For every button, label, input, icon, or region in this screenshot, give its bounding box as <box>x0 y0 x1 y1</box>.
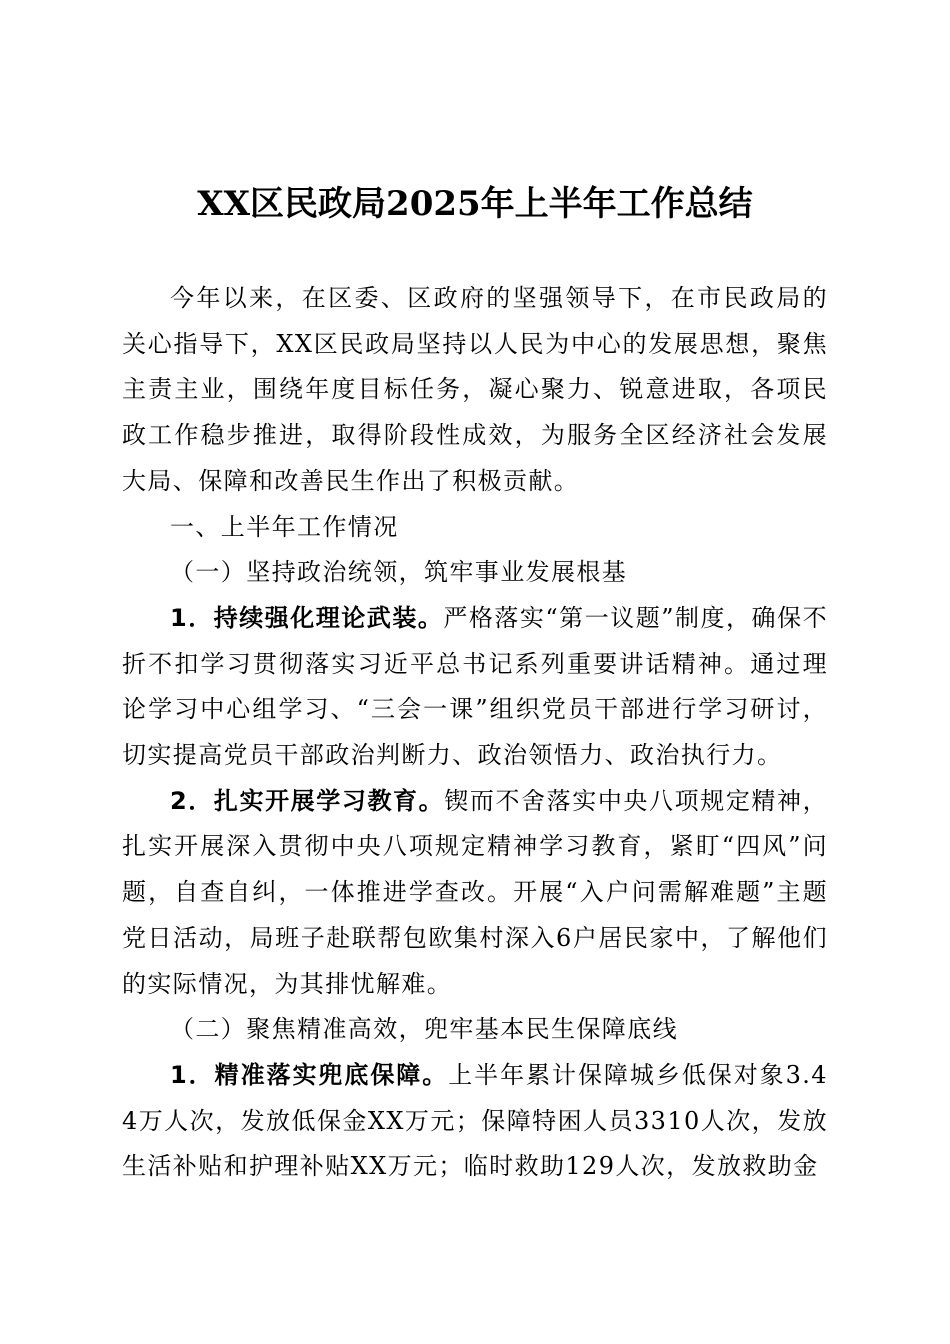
item-lead: 2．扎实开展学习教育。 <box>170 786 445 815</box>
item-text: 严格落实“第一议题”制度，确保不折不扣学习贯彻落实习近平总书记系列重要讲话精神。通过理论学习中心组学习、“三会一课”组织党员干部进行学习研讨，切实提高党员干部政治判断力、政治领悟力、政治执行力。 <box>122 603 828 770</box>
item-paragraph <box>122 596 828 779</box>
intro-paragraph: 今年以来，在区委、区政府的坚强领导下，在市民政局的关心指导下，XX区民政局坚持以人民为中心的发展思想，聚焦主责主业，围绕年度目标任务，凝心聚力、锐意进取，各项民政工作稳步推进，取得阶段性成效，为服务全区经济社会发展大局、保障和改善民生作出了积极贡献。 <box>122 284 828 495</box>
item-lead: 1．精准落实兜底保障。 <box>170 1060 449 1089</box>
document-title: XX区民政局2025年上半年工作总结 <box>197 184 753 224</box>
section-heading: 一、上半年工作情况 <box>170 512 399 541</box>
item-lead: 1．持续强化理论武装。 <box>170 603 444 632</box>
item-text: 锲而不舍落实中央八项规定精神，扎实开展深入贯彻中央八项规定精神学习教育，紧盯“四风”问题，自查自纠，一体推进学查改。开展“入户问需解难题”主题党日活动，局班子赴联帮包欧集村深入6户居民家中，了解他们的实际情况，为其排忧解难。 <box>122 786 829 998</box>
item-paragraph <box>122 779 828 1008</box>
subsection-heading: （二）聚焦精准高效，兜牢基本民生保障底线 <box>170 1015 678 1044</box>
subsection-heading: （一）坚持政治统领，筑牢事业发展根基 <box>170 558 628 587</box>
item-paragraph <box>122 1053 828 1190</box>
document-body <box>122 276 828 1190</box>
item-text: 上半年累计保障城乡低保对象3.44万人次，发放低保金XX万元；保障特困人员3310人次，发放生活补贴和护理补贴XX万元；临时救助129人次，发放救助金 <box>122 1060 828 1181</box>
